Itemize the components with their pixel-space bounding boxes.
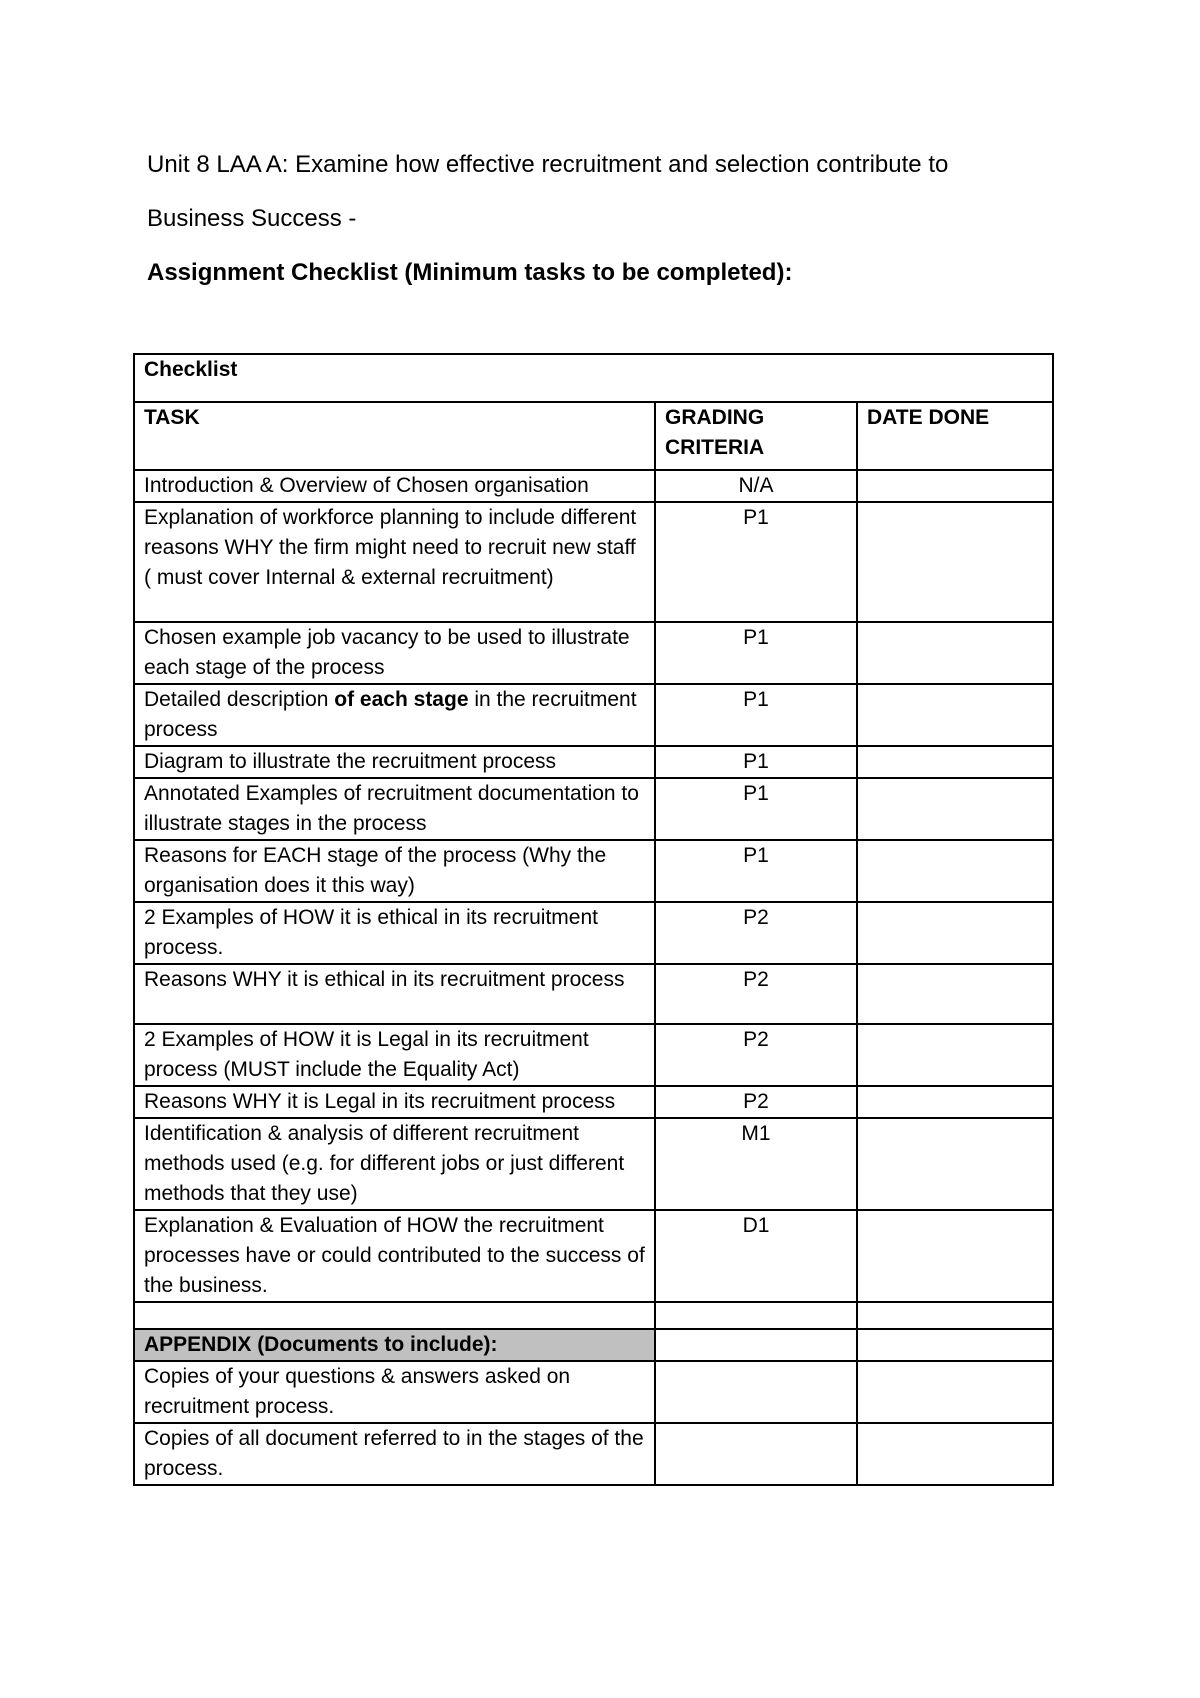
table-row: [134, 1210, 1053, 1302]
checklist-table: [133, 353, 1054, 1486]
table-row: [134, 746, 1053, 778]
table-row: [134, 902, 1053, 964]
grade-cell: D1: [655, 1210, 857, 1302]
grade-cell: P1: [655, 746, 857, 778]
table-row: [134, 778, 1053, 840]
task-cell: Identification & analysis of different recruitment methods used (e.g. for different jobs or just different methods that they use): [134, 1118, 655, 1210]
table-row: [134, 502, 1053, 622]
table-row: [134, 470, 1053, 502]
table-row: [134, 1024, 1053, 1086]
checklist-title: Checklist: [134, 354, 1053, 402]
date-done-cell[interactable]: [857, 1423, 1053, 1485]
empty-row: [134, 1302, 1053, 1329]
column-header-grading-criteria: GRADING CRITERIA: [655, 402, 857, 470]
date-done-cell[interactable]: [857, 778, 1053, 840]
date-done-cell[interactable]: [857, 502, 1053, 622]
date-done-cell[interactable]: [857, 746, 1053, 778]
task-cell: Introduction & Overview of Chosen organisation: [134, 470, 655, 502]
task-text-bold: of each stage: [334, 688, 469, 711]
table-row: [134, 1086, 1053, 1118]
assignment-checklist-heading: Assignment Checklist (Minimum tasks to be completed):: [147, 259, 793, 286]
date-done-cell[interactable]: [857, 902, 1053, 964]
grade-cell: P1: [655, 778, 857, 840]
task-cell: Reasons WHY it is Legal in its recruitment process: [134, 1086, 655, 1118]
task-cell: [134, 684, 655, 746]
task-cell: Explanation & Evaluation of HOW the recruitment processes have or could contributed to the success of the business.: [134, 1210, 655, 1302]
date-done-cell[interactable]: [857, 840, 1053, 902]
header-row: [134, 402, 1053, 470]
task-text: Detailed description: [144, 688, 335, 711]
grade-cell: P1: [655, 684, 857, 746]
grade-cell: N/A: [655, 470, 857, 502]
date-done-cell[interactable]: [857, 684, 1053, 746]
empty-cell: [655, 1302, 857, 1329]
grade-cell: P1: [655, 622, 857, 684]
appendix-heading: APPENDIX (Documents to include):: [134, 1329, 655, 1361]
date-done-cell[interactable]: [857, 470, 1053, 502]
grade-cell: M1: [655, 1118, 857, 1210]
task-cell: Explanation of workforce planning to include different reasons WHY the firm might need to recruit new staff ( must cover Internal & external recruitment): [134, 502, 655, 622]
empty-cell: [655, 1423, 857, 1485]
empty-cell: [857, 1302, 1053, 1329]
grade-cell: P1: [655, 840, 857, 902]
date-done-cell[interactable]: [857, 1210, 1053, 1302]
column-header-task: TASK: [134, 402, 655, 470]
task-cell: 2 Examples of HOW it is Legal in its recruitment process (MUST include the Equality Act): [134, 1024, 655, 1086]
task-cell: Reasons for EACH stage of the process (Why the organisation does it this way): [134, 840, 655, 902]
empty-cell: [857, 1329, 1053, 1361]
grade-cell: P1: [655, 502, 857, 622]
date-done-cell[interactable]: [857, 1118, 1053, 1210]
date-done-cell[interactable]: [857, 622, 1053, 684]
date-done-cell[interactable]: [857, 964, 1053, 1024]
appendix-item: Copies of all document referred to in the stages of the process.: [134, 1423, 655, 1485]
task-cell: Annotated Examples of recruitment documentation to illustrate stages in the process: [134, 778, 655, 840]
grade-cell: P2: [655, 964, 857, 1024]
appendix-header-row: [134, 1329, 1053, 1361]
task-cell: Reasons WHY it is ethical in its recruitment process: [134, 964, 655, 1024]
date-done-cell[interactable]: [857, 1361, 1053, 1423]
appendix-row: [134, 1423, 1053, 1485]
table-row: [134, 684, 1053, 746]
document-title-line-2: Business Success -: [147, 205, 357, 232]
column-header-date-done: DATE DONE: [857, 402, 1053, 470]
task-cell: 2 Examples of HOW it is ethical in its recruitment process.: [134, 902, 655, 964]
date-done-cell[interactable]: [857, 1086, 1053, 1118]
grade-cell: P2: [655, 902, 857, 964]
table-row: [134, 964, 1053, 1024]
empty-cell: [655, 1329, 857, 1361]
table-row: [134, 622, 1053, 684]
appendix-item: Copies of your questions & answers asked on recruitment process.: [134, 1361, 655, 1423]
date-done-cell[interactable]: [857, 1024, 1053, 1086]
grade-cell: P2: [655, 1086, 857, 1118]
task-cell: Chosen example job vacancy to be used to illustrate each stage of the process: [134, 622, 655, 684]
empty-cell: [134, 1302, 655, 1329]
table-row: [134, 1118, 1053, 1210]
document-title-line-1: Unit 8 LAA A: Examine how effective recruitment and selection contribute to: [147, 151, 949, 178]
task-cell: Diagram to illustrate the recruitment process: [134, 746, 655, 778]
grade-cell: P2: [655, 1024, 857, 1086]
task-text: in the recruitment process: [144, 688, 637, 741]
table-row: [134, 840, 1053, 902]
empty-cell: [655, 1361, 857, 1423]
appendix-row: [134, 1361, 1053, 1423]
checklist-title-row: [134, 354, 1053, 402]
